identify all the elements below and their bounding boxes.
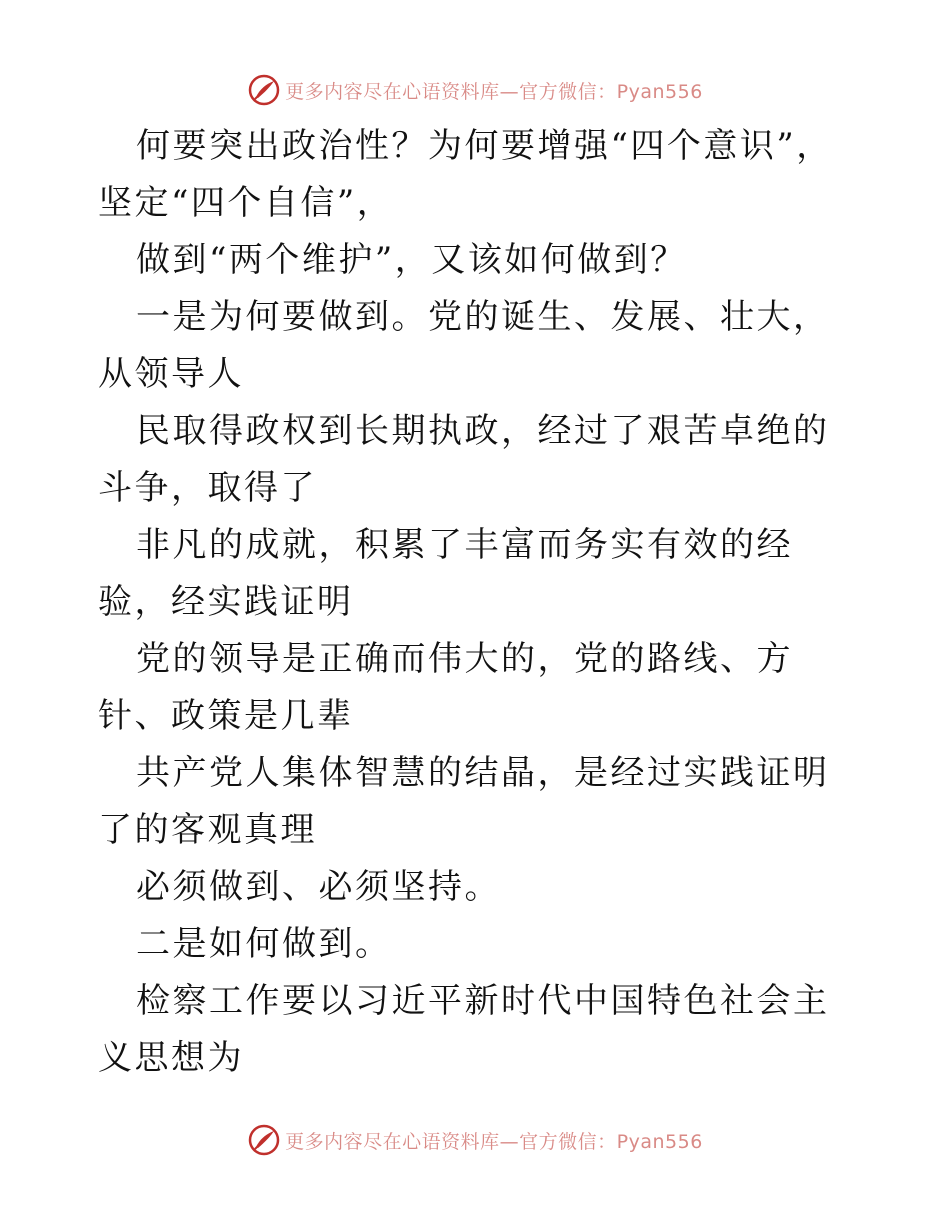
paragraph: 非凡的成就，积累了丰富而务实有效的经验，经实践证明 — [98, 525, 793, 622]
watermark-text: 更多内容尽在心语资料库—官方微信：Pyan556 — [285, 1130, 703, 1153]
paragraph: 做到“两个维护”，又该如何做到？ — [136, 240, 687, 280]
watermark-text: 更多内容尽在心语资料库—官方微信：Pyan556 — [285, 80, 703, 103]
paragraph: 检察工作要以习近平新时代中国特色社会主义思想为 — [98, 981, 830, 1078]
header-watermark — [0, 70, 950, 110]
paragraph: 党的领导是正确而伟大的，党的路线、方针、政策是几辈 — [98, 639, 793, 736]
quill-logo-icon — [247, 1123, 281, 1157]
paragraph: 民取得政权到长期执政，经过了艰苦卓绝的斗争，取得了 — [98, 411, 830, 508]
paragraph: 共产党人集体智慧的结晶，是经过实践证明了的客观真理 — [98, 753, 830, 850]
document-body — [98, 118, 858, 1087]
paragraph: 必须做到、必须坚持。 — [136, 867, 501, 907]
paragraph: 一是为何要做到。党的诞生、发展、壮大，从领导人 — [98, 297, 830, 394]
quill-logo-icon — [247, 73, 281, 107]
paragraph: 二是如何做到。 — [136, 924, 392, 964]
footer-watermark — [0, 1120, 950, 1160]
paragraph: 何要突出政治性？为何要增强“四个意识”，坚定“四个自信”， — [98, 126, 833, 223]
